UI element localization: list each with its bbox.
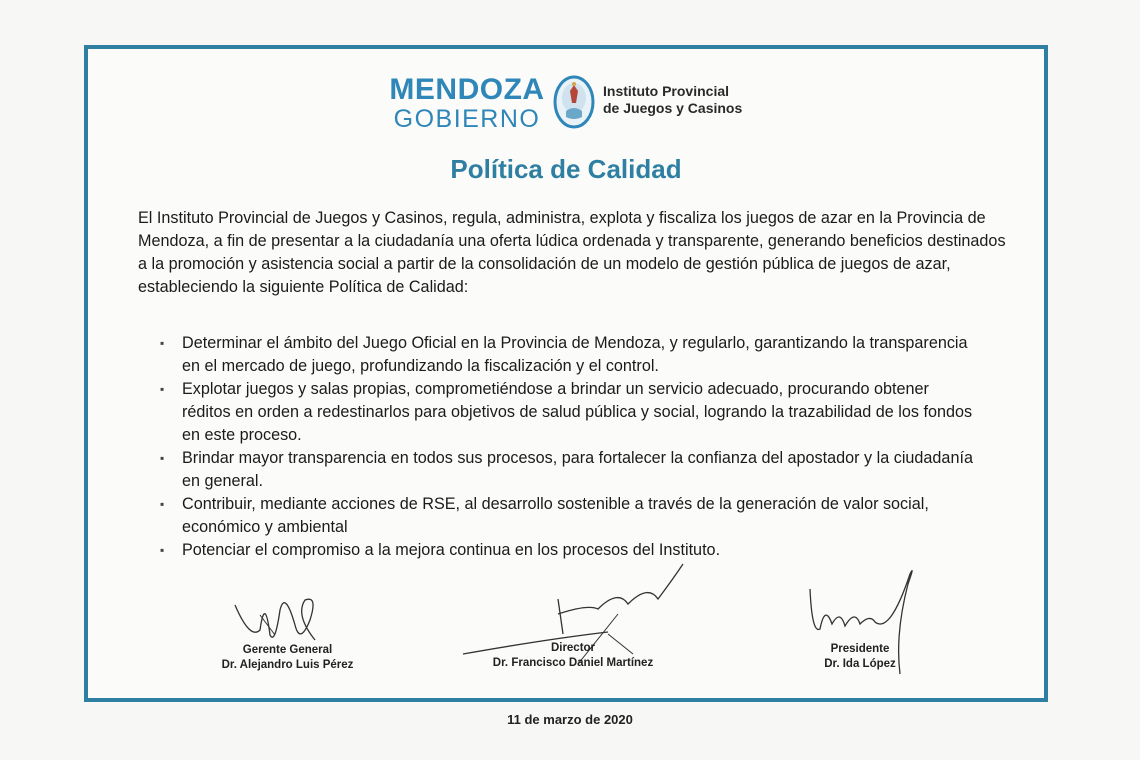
gerente-name: Dr. Alejandro Luis Pérez xyxy=(221,659,354,671)
point-text: Explotar juegos y salas propias, comprometiéndose a brindar un servicio adecuado, procurando obtener réditos en orden a redestinarlos para objetivos de salud pública y social, logrando la trazabilidad de los fondos en este proceso. xyxy=(182,380,973,444)
list-item xyxy=(160,447,980,493)
director-name: Dr. Francisco Daniel Martínez xyxy=(492,657,654,669)
presidente-name: Dr. Ida López xyxy=(824,658,896,670)
page-title: Política de Calidad xyxy=(450,154,682,184)
square-bullet-icon: ▪ xyxy=(160,543,165,557)
document-frame xyxy=(84,45,1048,702)
square-bullet-icon: ▪ xyxy=(160,336,165,350)
point-text: Determinar el ámbito del Juego Oficial en la Provincia de Mendoza, y regularlo, garantizando la transparencia en el mercado de juego, profundizando la fiscalización y el control. xyxy=(182,334,968,375)
provincial-seal-icon xyxy=(552,73,596,131)
list-item xyxy=(160,332,980,378)
list-item xyxy=(160,493,980,539)
institute-line1: Instituto Provincial xyxy=(603,83,730,99)
policy-points xyxy=(160,332,980,562)
presidente-role: Presidente xyxy=(830,643,890,655)
square-bullet-icon: ▪ xyxy=(160,497,165,511)
point-text: Potenciar el compromiso a la mejora continua en los procesos del Instituto. xyxy=(182,541,721,559)
document-date: 11 de marzo de 2020 xyxy=(507,712,633,727)
signature-director xyxy=(458,554,688,674)
point-text: Contribuir, mediante acciones de RSE, al desarrollo sostenible a través de la generación de valor social, económico y ambiental xyxy=(182,495,929,536)
signature-gerente xyxy=(200,585,375,675)
brand-bottom: GOBIERNO xyxy=(393,105,541,133)
gerente-role: Gerente General xyxy=(242,644,333,656)
institute-name xyxy=(603,83,742,117)
intro-paragraph: El Instituto Provincial de Juegos y Casinos, regula, administra, explota y fiscaliza los juegos de azar en la Provincia de Mendoza, a fin de presentar a la ciudadanía una oferta lúdica ordenada y transparente, generando beneficios destinados a la promoción y asistencia social a partir de la consolidación de un modelo de gestión pública de juegos de azar, estableciendo la siguiente Política de Calidad: xyxy=(138,209,1006,296)
brand-top: MENDOZA xyxy=(389,73,545,106)
header-logo xyxy=(387,71,787,141)
signature-presidente xyxy=(800,564,920,679)
square-bullet-icon: ▪ xyxy=(160,382,165,396)
point-text: Brindar mayor transparencia en todos sus procesos, para fortalecer la confianza del apostador y la ciudadanía en general. xyxy=(182,449,973,490)
director-role: Director xyxy=(550,642,596,654)
mendoza-gobierno-logo xyxy=(387,75,547,133)
list-item xyxy=(160,378,980,447)
institute-line2: de Juegos y Casinos xyxy=(603,100,743,116)
square-bullet-icon: ▪ xyxy=(160,451,165,465)
